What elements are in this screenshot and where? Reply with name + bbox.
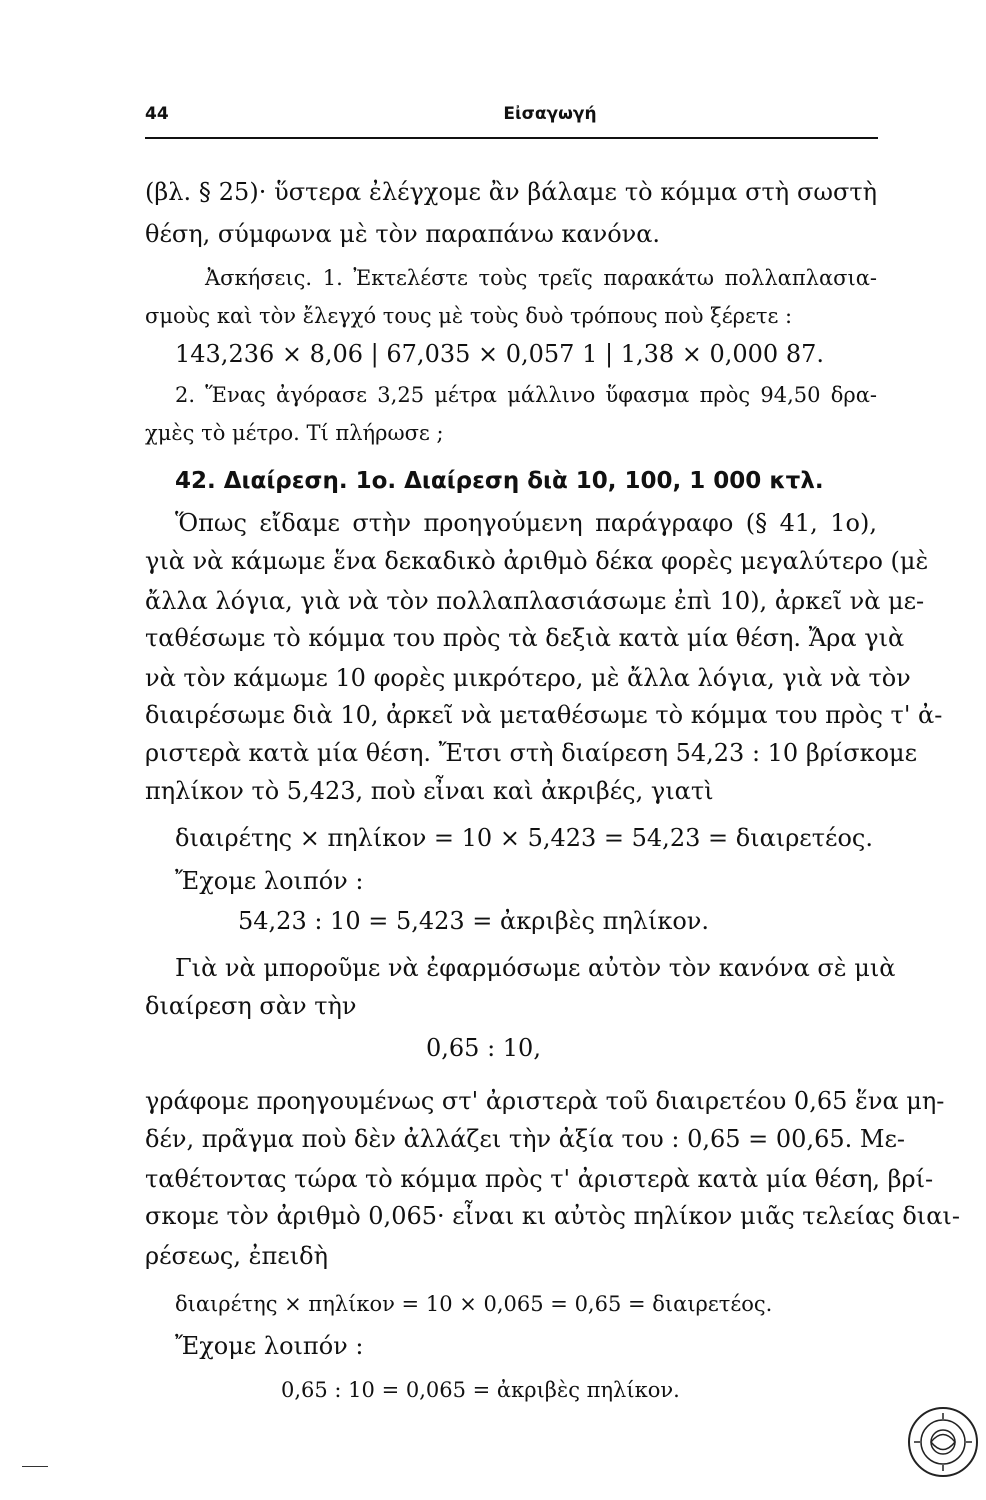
text-line: γιὰ νὰ κάμωμε ἕνα δεκαδικὸ ἀριθμὸ δέκα φορὲς μεγαλύτερο (μὲ <box>145 547 929 575</box>
exercise-values: 143,236 × 8,06 | 67,035 × 0,057 1 | 1,38 × 0,000 87. <box>175 340 824 368</box>
section-heading: 42. Διαίρεση. 1ο. Διαίρεση διὰ 10, 100, 1 000 κτλ. <box>175 468 824 494</box>
running-title: Εἰσαγωγή <box>503 104 597 124</box>
equation: διαιρέτης × πηλίκον = 10 × 5,423 = 54,23 = διαιρετέος. <box>175 824 873 852</box>
equation: 0,65 : 10 = 0,065 = ἀκριβὲς πηλίκον. <box>281 1378 680 1402</box>
text-line: γράφομε προηγουμένως στ' ἀριστερὰ τοῦ διαιρετέου 0,65 ἕνα μη- <box>145 1087 945 1115</box>
equation: 0,65 : 10, <box>426 1034 541 1062</box>
text-line: ἄλλα λόγια, γιὰ νὰ τὸν πολλαπλασιάσωμε ἐπὶ 10), ἀρκεῖ νὰ με- <box>145 587 925 615</box>
text-line: νὰ τὸν κάμωμε 10 φορὲς μικρότερο, μὲ ἄλλα λόγια, γιὰ νὰ τὸν <box>145 664 911 692</box>
text-line: διαίρεση σὰν τὴν <box>145 992 357 1020</box>
exercise-line: χμὲς τὸ μέτρο. Τί πλήρωσε ; <box>145 421 444 445</box>
equation: διαιρέτης × πηλίκον = 10 × 0,065 = 0,65 = διαιρετέος. <box>175 1292 773 1316</box>
text-line: σκομε τὸν ἀριθμὸ 0,065· εἶναι κι αὐτὸς πηλίκον μιᾶς τελείας διαι- <box>145 1202 960 1230</box>
text-line: διαιρέσωμε διὰ 10, ἀρκεῖ νὰ μεταθέσωμε τὸ κόμμα του πρὸς τ' ἀ- <box>145 701 943 729</box>
exercise-line: 2. Ἕνας ἀγόρασε 3,25 μέτρα μάλλινο ὕφασμα πρὸς 94,50 δρα- <box>175 383 877 407</box>
equation: 54,23 : 10 = 5,423 = ἀκριβὲς πηλίκον. <box>238 907 710 935</box>
text-line: Γιὰ νὰ μποροῦμε νὰ ἐφαρμόσωμε αὐτὸν τὸν κανόνα σὲ μιὰ <box>175 954 896 982</box>
text-line: Ἔχομε λοιπόν : <box>175 1332 364 1360</box>
header-rule <box>145 137 878 139</box>
text-line: ταθέσωμε τὸ κόμμα του πρὸς τὰ δεξιὰ κατὰ μία θέση. Ἄρα γιὰ <box>145 624 905 652</box>
margin-mark <box>22 1466 48 1467</box>
text-line: πηλίκον τὸ 5,423, ποὺ εἶναι καὶ ἀκριβές, γιατὶ <box>145 777 714 805</box>
exercise-line: Ἀσκήσεις. 1. Ἐκτελέστε τοὺς τρεῖς παρακάτω πολλαπλασια- <box>205 266 877 290</box>
text-line: Ὅπως εἴδαμε στὴν προηγούμενη παράγραφο (§ 41, 1ο), <box>175 509 877 537</box>
text-line: ταθέτοντας τώρα τὸ κόμμα πρὸς τ' ἀριστερὰ κατὰ μία θέση, βρί- <box>145 1165 934 1193</box>
library-seal <box>906 1405 980 1479</box>
text-line: ριστερὰ κατὰ μία θέση. Ἔτσι στὴ διαίρεση 54,23 : 10 βρίσκομε <box>145 739 918 767</box>
text-line: Ἔχομε λοιπόν : <box>175 867 364 895</box>
text-line: δέν, πρᾶγμα ποὺ δὲν ἀλλάζει τὴν ἀξία του : 0,65 = 00,65. Με- <box>145 1125 905 1153</box>
exercise-line: σμοὺς καὶ τὸν ἔλεγχό τους μὲ τοὺς δυὸ τρόπους ποὺ ξέρετε : <box>145 304 793 328</box>
text-line: θέση, σύμφωνα μὲ τὸν παραπάνω κανόνα. <box>145 220 661 248</box>
text-line: (βλ. § 25)· ὕστερα ἐλέγχομε ἂν βάλαμε τὸ κόμμα στὴ σωστὴ <box>145 178 877 206</box>
text-line: ρέσεως, ἐπειδὴ <box>145 1242 328 1270</box>
page-number: 44 <box>145 104 169 124</box>
